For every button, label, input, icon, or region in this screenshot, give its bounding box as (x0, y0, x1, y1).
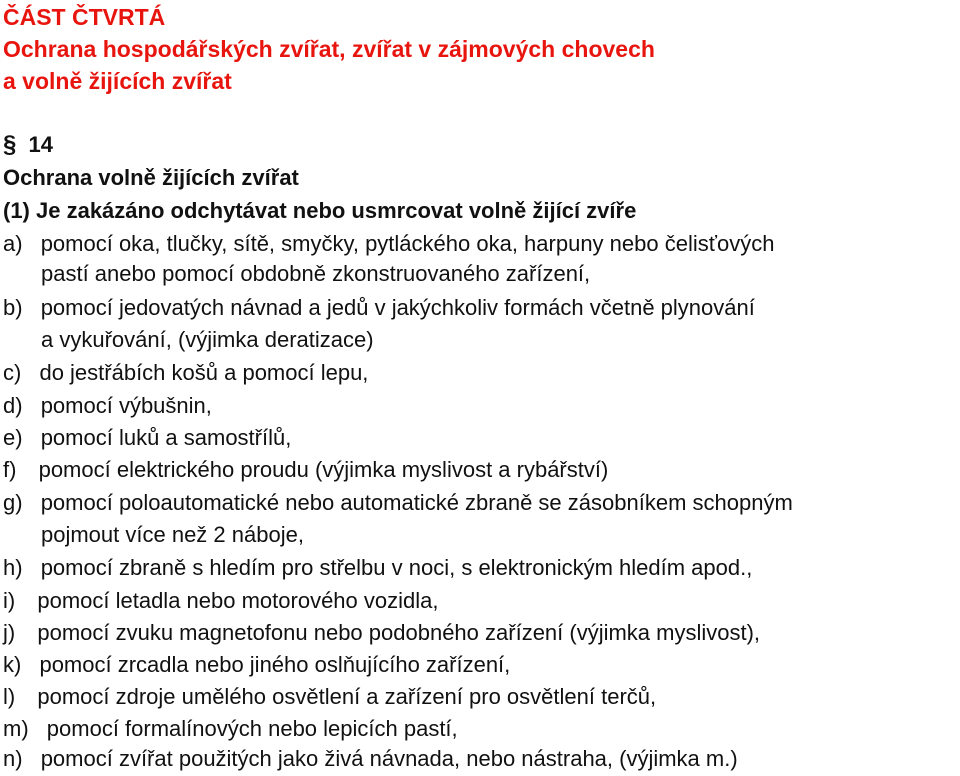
list-item-text: pomocí výbušnin, (40, 393, 212, 418)
part-heading-line-1: Ochrana hospodářských zvířat, zvířat v zájmových chovech (3, 36, 655, 62)
list-item-b-continuation: a vykuřování, (výjimka deratizace) (41, 327, 374, 352)
list-marker: g) (3, 490, 23, 515)
section-symbol: § (3, 131, 17, 158)
list-marker: f) (3, 457, 17, 482)
list-item-g (3, 488, 793, 518)
list-item-text: pomocí zvířat použitých jako živá návnada, nebo nástraha, (výjimka m.) (40, 746, 738, 771)
section-title: Ochrana volně žijících zvířat (3, 165, 299, 190)
list-item-text: pomocí zvuku magnetofonu nebo podobného zařízení (výjimka myslivost), (37, 620, 761, 645)
list-item-k (3, 650, 510, 680)
list-item-l (3, 682, 656, 712)
list-item-e (3, 423, 291, 453)
list-item-text: pomocí oka, tlučky, sítě, smyčky, pytláckého oka, harpuny nebo čelisťových (40, 231, 775, 256)
list-marker: l) (3, 684, 16, 709)
list-marker: b) (3, 295, 23, 320)
section-number: 14 (28, 132, 53, 157)
list-item-j (3, 618, 760, 648)
list-item-text: pomocí luků a samostřílů, (40, 425, 292, 450)
section-paragraph: (1) Je zakázáno odchytávat nebo usmrcovat volně žijící zvíře (3, 198, 637, 223)
list-item-text: pomocí poloautomatické nebo automatické zbraně se zásobníkem schopným (40, 490, 793, 515)
list-item-a-continuation: pastí anebo pomocí obdobně zkonstruovaného zařízení, (41, 261, 591, 286)
list-item-d (3, 391, 212, 421)
list-item-h (3, 553, 752, 583)
list-item-text: pomocí zbraně s hledím pro střelbu v noci, s elektronickým hledím apod., (40, 555, 753, 580)
list-item-i (3, 586, 438, 616)
list-marker: a) (3, 231, 23, 256)
part-heading-line-2: a volně žijících zvířat (3, 68, 232, 94)
list-marker: c) (3, 360, 22, 385)
list-item-text: pomocí zdroje umělého osvětlení a zařízení pro osvětlení terčů, (37, 684, 657, 709)
list-item-text: pomocí formalínových nebo lepicích pastí, (46, 716, 458, 741)
list-marker: e) (3, 425, 23, 450)
list-marker: k) (3, 652, 22, 677)
part-title: ČÁST ČTVRTÁ (3, 4, 166, 30)
list-item-text: pomocí letadla nebo motorového vozidla, (37, 588, 439, 613)
list-item-text: pomocí elektrického proudu (výjimka myslivost a rybářství) (38, 457, 609, 482)
list-item-text: pomocí jedovatých návnad a jedů v jakýchkoliv formách včetně plynování (40, 295, 755, 320)
list-marker: j) (3, 620, 16, 645)
list-item-n (3, 744, 738, 774)
section-heading (3, 130, 53, 160)
list-marker: i) (3, 588, 16, 613)
list-marker: h) (3, 555, 23, 580)
list-marker: m) (3, 716, 29, 741)
list-item-g-continuation: pojmout více než 2 náboje, (41, 522, 304, 547)
list-item-c (3, 358, 368, 388)
list-item-text: do jestřábích košů a pomocí lepu, (39, 360, 369, 385)
list-marker: n) (3, 746, 23, 771)
list-item-f (3, 455, 608, 485)
list-item-text: pomocí zrcadla nebo jiného oslňujícího zařízení, (39, 652, 511, 677)
list-item-b (3, 293, 755, 323)
list-item-m (3, 714, 458, 744)
list-marker: d) (3, 393, 23, 418)
list-item-a (3, 229, 774, 259)
